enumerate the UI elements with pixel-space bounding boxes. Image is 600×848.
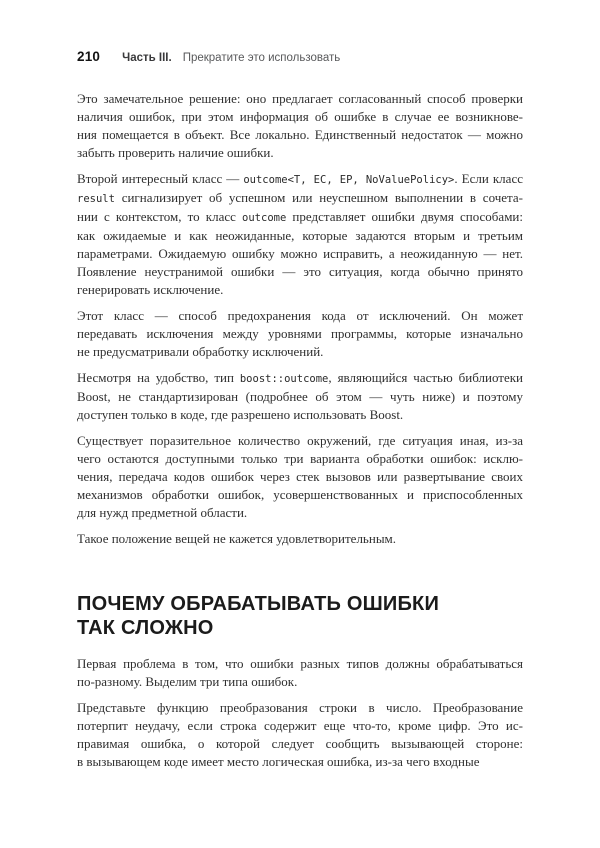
part-title: Прекратите это использовать (182, 52, 341, 64)
inline-code: result (77, 193, 115, 205)
inline-code: outcome<T, EC, EP, NoValuePolicy> (243, 174, 455, 186)
paragraph-string-conversion: Представьте функцию преобразования строки в число. Преобразование потерпит неудачу, если строка содержит еще что-то, кроме цифр. Это ис- правимая ошибка, о которой следует сообщить вызывающей стороне: в вызывающем коде имеет место логическая ошибка, из-за чего входные (77, 700, 523, 769)
paragraph-boost-note: Несмотря на удобство, тип boost::outcome, являющийся частью библиотеки Boost, не стандартизирован (подробнее об этом — чуть ниже) и поэтому доступен только в коде, где разрешено использовать Boost. (77, 370, 523, 422)
page-body (77, 90, 523, 771)
part-label: Часть III. (122, 52, 172, 64)
inline-code: boost::outcome (239, 373, 329, 385)
paragraph-exception-shield: Этот класс — способ предохранения кода от исключений. Он может передавать исключения между уровнями программы, которые изначально не предусматривали обработку исключений. (77, 308, 523, 359)
paragraph-unsatisfactory: Такое положение вещей не кажется удовлетворительным. (77, 531, 397, 546)
paragraph-environments: Существует поразительное количество окружений, где ситуация иная, из-за чего остаются доступными только три варианта обработки ошибок: исклю- чения, передача кодов ошибок через стек вызовов или развертывание своих механизмов обработки ошибок, усовершенствованных и приспособленных для нужд предметной области. (77, 433, 523, 520)
paragraph-outcome-class: Второй интересный класс — outcome<T, EC, EP, NoValuePolicy>. Если класс result сигнализирует об успешном или неуспешном выполнении в сочета- нии с контекстом, то класс outcome представляет ошибки двумя способами: как ожидаемые и как неожиданные, которые задаются вторым и третьим параметрами. Ожидаемую ошибку можно исправить, а неожиданную — нет. Появление неустранимой ошибки — это ситуация, когда обычно принято генерировать исключение. (77, 171, 523, 297)
page-number: 210 (77, 49, 101, 64)
running-head (77, 50, 523, 65)
section-heading: ПОЧЕМУ ОБРАБАТЫВАТЬ ОШИБКИ ТАК СЛОЖНО (77, 593, 440, 639)
paragraph-first-problem: Первая проблема в том, что ошибки разных типов должны обрабатываться по-разному. Выделим три типа ошибок. (77, 656, 523, 689)
inline-code: outcome (242, 212, 287, 224)
paragraph-outcome-intro: Это замечательное решение: оно предлагает согласованный способ проверки наличия ошибок, при этом информация об ошибке в случае ее возникнове- ния помещается в объект. Все локально. Единственный недостаток — можно забыть проверить наличие ошибки. (77, 91, 523, 160)
